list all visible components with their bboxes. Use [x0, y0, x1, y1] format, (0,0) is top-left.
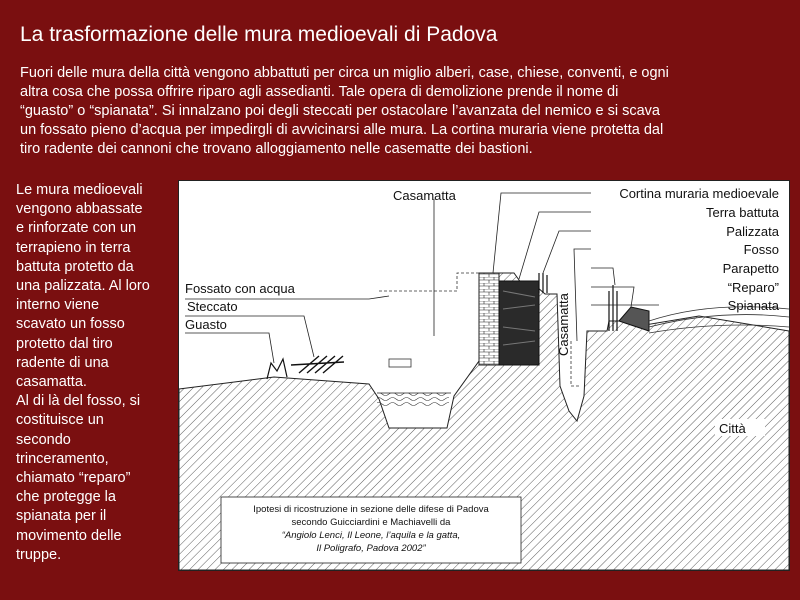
caption-line-3: “Angiolo Lenci, Il Leone, l’aquila e la gatta, [281, 530, 461, 541]
side-line: Al di là del fosso, si [16, 393, 141, 410]
side-line: costituisce un [16, 412, 104, 429]
label-casamatta-vertical: Casamatta [556, 293, 571, 356]
side-line: spianata per il [16, 508, 107, 525]
label-terra-battuta: Terra battuta [706, 205, 779, 220]
side-line: movimento delle [16, 527, 122, 544]
caption-line-2: secondo Guicciardini e Machiavelli da [291, 517, 451, 528]
label-steccato: Steccato [187, 299, 238, 314]
side-line: truppe. [16, 546, 62, 563]
side-line: scavato un fosso [16, 316, 125, 333]
slide-title: La trasformazione delle mura medioevali di Padova [20, 23, 498, 46]
side-line: battuta protetto da [16, 258, 134, 275]
side-line: Le mura medioevali [16, 182, 143, 198]
side-line: vengono abbassate [16, 201, 143, 218]
guasto [267, 359, 287, 379]
side-line: che protegge la [16, 489, 116, 506]
moat-water [377, 393, 449, 406]
fortification-cross-section [178, 180, 790, 571]
intro-line: “guasto” o “spianata”. Si innalzano poi degli steccati per ostacolare l’avanzata del nemico e si scava [20, 103, 660, 119]
label-citta: Città [719, 421, 746, 436]
side-line: terrapieno in terra [16, 239, 131, 256]
steccato [291, 356, 344, 373]
intro-line: Fuori delle mura della città vengono abbattuti per circa un miglio alberi, case, chiese, conventi, e ogni [20, 65, 669, 81]
label-casamatta-top: Casamatta [393, 188, 456, 203]
caption-line-1: Ipotesi di ricostruzione in sezione delle difese di Padova [253, 504, 489, 515]
label-fossato: Fossato con acqua [185, 281, 295, 296]
label-reparo: “Reparo” [727, 280, 779, 295]
side-line: secondo [16, 431, 71, 448]
intro-line: altra cosa che possa offrire riparo agli assedianti. Tale opera di demolizione prende il nome di [20, 84, 619, 100]
label-cortina: Cortina muraria medioevale [619, 186, 779, 201]
intro-line: tiro radente dei cannoni che trovano alloggiamento nelle casematte dei bastioni. [20, 141, 533, 157]
casamatta-outline [379, 273, 479, 291]
label-palizzata: Palizzata [726, 224, 779, 239]
side-line: una palizzata. Al loro [16, 278, 150, 295]
side-description [16, 181, 176, 565]
casamatta-outline-2 [571, 341, 579, 386]
label-fosso: Fosso [743, 242, 779, 257]
side-line: casamatta. [16, 374, 87, 391]
caption-line-4: Il Poligrafo, Padova 2002” [316, 543, 426, 554]
label-parapetto: Parapetto [722, 261, 779, 276]
label-guasto: Guasto [185, 317, 227, 332]
side-line: protetto dal tiro [16, 335, 113, 352]
intro-paragraph [20, 64, 790, 159]
medieval-wall [479, 273, 499, 365]
side-line: interno viene [16, 297, 100, 314]
side-line: e rinforzate con un [16, 220, 137, 237]
intro-line: un fossato pieno d’acqua per impedirgli di avvicinarsi alle mura. La cortina muraria viene protetta dal [20, 122, 664, 138]
cross-section-diagram [179, 181, 789, 570]
side-line: radente di una [16, 354, 109, 371]
side-line: chiamato “reparo” [16, 470, 131, 487]
label-spianata: Spianata [727, 298, 779, 313]
side-line: trinceramento, [16, 450, 109, 467]
